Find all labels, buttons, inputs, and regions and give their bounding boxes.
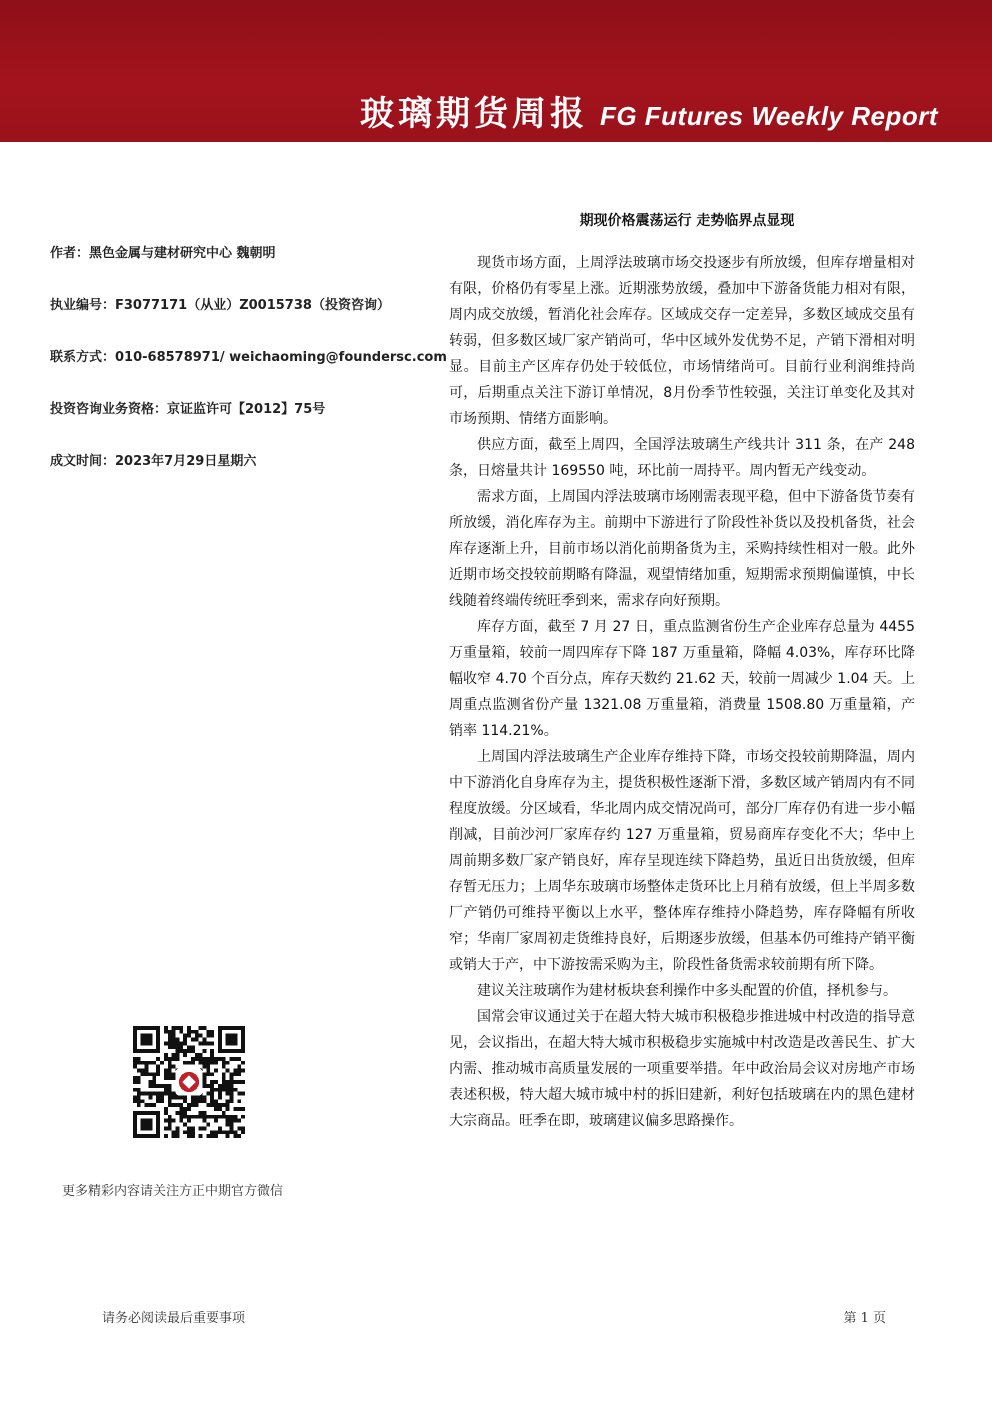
article-title: 期现价格震荡运行 走势临界点显现 [579, 213, 795, 229]
license-line: 执业编号：F3077171（从业）Z0015738（投资咨询） [50, 298, 390, 313]
qr-code-icon [133, 1026, 245, 1138]
author-line: 作者：黑色金属与建材研究中心 魏朝明 [50, 246, 276, 261]
article-paragraph: 供应方面，截至上周四，全国浮法玻璃生产线共计 311 条，在产 248 条，日熔量共计 169550 吨，环比前一周持平。周内暂无产线变动。 [449, 437, 915, 479]
qr-caption: 更多精彩内容请关注方正中期官方微信 [62, 1184, 284, 1199]
contact-line: 联系方式：010-68578971/ weichaoming@foundersc.com [50, 350, 447, 365]
report-title-en: FG Futures Weekly Report [599, 101, 938, 131]
report-title-cn: 玻璃期货周报 [359, 94, 588, 134]
date-line: 成文时间：2023年7月29日星期六 [50, 454, 257, 469]
article-paragraph: 需求方面，上周国内浮法玻璃市场刚需表现平稳，但中下游备货节奏有所放缓，消化库存为主。前期中下游进行了阶段性补货以及投机备货，社会库存逐渐上升，目前市场以消化前期备货为主，采购持续性相对一般。此外近期市场交投较前期略有降温，观望情绪加重，短期需求预期偏谨慎，中长线随着终端传统旺季到来，需求存向好预期。 [449, 489, 915, 609]
article-paragraph: 上周国内浮法玻璃生产企业库存维持下降，市场交投较前期降温，周内中下游消化自身库存为主，提货积极性逐渐下滑，多数区域产销周内有不同程度放缓。分区域看，华北周内成交情况尚可，部分厂库存仍有进一步小幅削减，目前沙河厂家库存约 127 万重量箱，贸易商库存变化不大；华中上周前期多数厂家产销良好，库存呈现连续下降趋势，虽近日出货放缓，但库存暂无压力；上周华东玻璃市场整体走货环比上月稍有放缓，但上半周多数厂产销仍可维持平衡以上水平，整体库存维持小降趋势，库存降幅有所收窄；华南厂家周初走货维持良好，后期逐步放缓，但基本仍可维持产销平衡或销大于产，中下游按需采购为主，阶段性备货需求较前期有所下降。 [449, 749, 915, 973]
article-paragraph: 库存方面，截至 7 月 27 日，重点监测省份生产企业库存总量为 4455 万重量箱，较前一周四库存下降 187 万重量箱，降幅 4.03%，库存环比降幅收窄 4.70 个百分点，库存天数约 21.62 天，较前一周减少 1.04 天。上周重点监测省份产量 1321.08 万重量箱，消费量 1508.80 万重量箱，产销率 114.21%。 [449, 619, 915, 739]
report-title [360, 86, 938, 135]
page-number: 第 1 页 [843, 1311, 886, 1326]
report-meta [50, 244, 447, 504]
footer-notice: 请务必阅读最后重要事项 [102, 1311, 246, 1326]
header-banner [0, 0, 992, 142]
article [449, 210, 915, 1134]
qualification-line: 投资咨询业务资格：京证监许可【2012】75号 [50, 402, 326, 417]
article-paragraph: 现货市场方面，上周浮法玻璃市场交投逐步有所放缓，但库存增量相对有限，价格仍有零星上涨。近期涨势放缓，叠加中下游备货能力相对有限，周内成交放缓，暂消化社会库存。区域成交存一定差异，多数区域成交虽有转弱，但多数区域厂家产销尚可，华中区域外发优势不足，产销下滑相对明显。目前主产区库存仍处于较低位，市场情绪尚可。目前行业利润维持尚可，后期重点关注下游订单情况，8月份季节性较强，关注订单变化及其对市场预期、情绪方面影响。 [449, 255, 915, 427]
article-paragraph: 国常会审议通过关于在超大特大城市积极稳步推进城中村改造的指导意见，会议指出，在超大特大城市积极稳步实施城中村改造是改善民生、扩大内需、推动城市高质量发展的一项重要举措。年中政治局会议对房地产市场表述积极，特大超大城市城中村的拆旧建新，利好包括玻璃在内的黑色建材大宗商品。旺季在即，玻璃建议偏多思路操作。 [449, 1009, 915, 1129]
article-paragraph: 建议关注玻璃作为建材板块套利操作中多头配置的价值，择机参与。 [477, 983, 897, 999]
